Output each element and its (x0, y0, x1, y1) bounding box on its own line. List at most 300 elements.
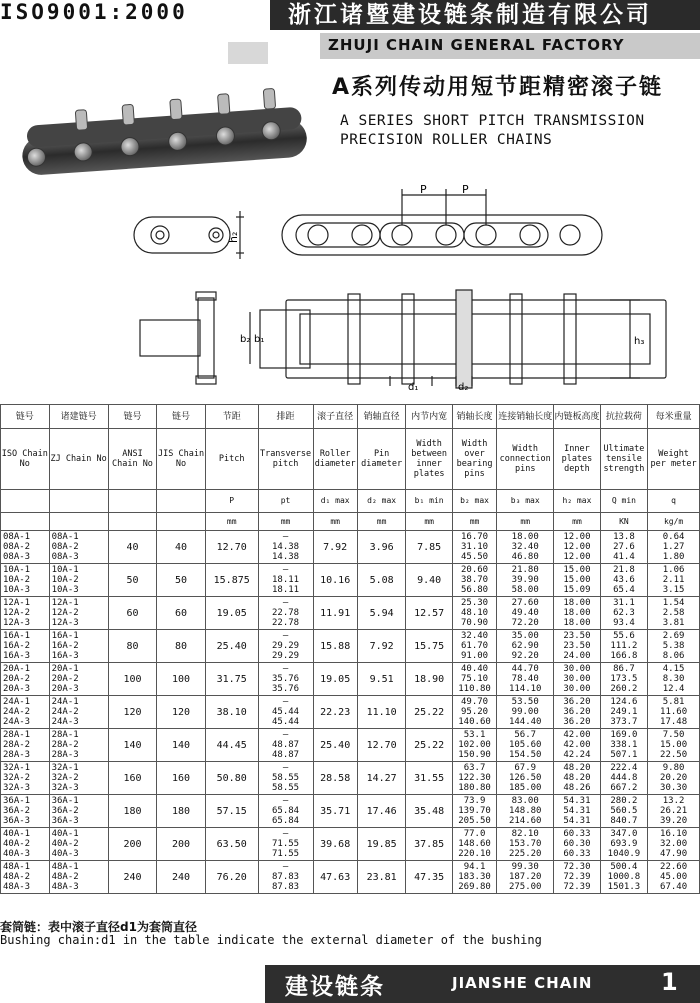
cell-line: 12A-3 (51, 618, 79, 628)
table-row (1, 597, 700, 630)
iso-certification: ISO9001:2000 (0, 0, 188, 24)
cell-line: 63.7 (463, 763, 486, 773)
header-symbol-cell: d₂ max (357, 490, 406, 513)
table-cell-d1: 11.91 (313, 597, 357, 630)
header-unit-cell: KN (600, 513, 648, 531)
header-en-cell: Pin diameter (357, 429, 406, 490)
table-row (1, 564, 700, 597)
table-cell-b1: 47.35 (406, 861, 452, 894)
table-cell-pt (258, 861, 313, 894)
table-cell-ansi: 100 (108, 663, 157, 696)
cell-line: 0.64 (662, 532, 685, 542)
cell-line: 18.00 (563, 608, 591, 618)
cell-line: 47.90 (660, 849, 688, 859)
cell-line: 40A-3 (3, 849, 31, 859)
cell-line: 20A-3 (3, 684, 31, 694)
cell-line: 18.00 (511, 532, 539, 542)
cell-line: 1000.8 (607, 872, 641, 882)
table-cell-zj (49, 696, 108, 729)
cell-line: – (282, 796, 289, 806)
cell-line: 150.90 (458, 750, 491, 760)
table-cell-d1: 15.88 (313, 630, 357, 663)
cell-line: 20A-2 (3, 674, 31, 684)
cell-line: 187.20 (508, 872, 542, 882)
cell-line: 39.90 (511, 575, 539, 585)
table-cell-d1: 22.23 (313, 696, 357, 729)
header-en-cell: ZJ Chain No (49, 429, 108, 490)
cell-line: 12A-1 (3, 598, 31, 608)
cell-line: – (282, 631, 289, 641)
table-row (1, 696, 700, 729)
table-cell-q (600, 663, 648, 696)
table-cell-d2: 14.27 (357, 762, 406, 795)
cell-line: 13.2 (662, 796, 685, 806)
table-cell-b3 (497, 564, 554, 597)
cell-line: 5.81 (662, 697, 685, 707)
table-cell-zj (49, 729, 108, 762)
header-symbol-cell: q (648, 490, 700, 513)
cell-line: 48.87 (272, 740, 300, 750)
cell-line: 08A-1 (51, 532, 79, 542)
table-cell-pt (258, 630, 313, 663)
table-cell-pitch: 76.20 (205, 861, 258, 894)
header-cn-cell: 节距 (205, 405, 258, 429)
table-cell-w (648, 597, 700, 630)
table-cell-iso (1, 696, 50, 729)
cell-line: 36A-2 (3, 806, 31, 816)
cell-line: – (282, 664, 289, 674)
table-cell-d2: 5.94 (357, 597, 406, 630)
table-cell-iso (1, 597, 50, 630)
cell-line: 12A-2 (51, 608, 79, 618)
table-cell-zj (49, 762, 108, 795)
table-cell-iso (1, 762, 50, 795)
cell-line: 31.10 (460, 542, 489, 552)
cell-line: 10A-2 (3, 575, 31, 585)
cell-line: 373.7 (610, 717, 638, 727)
cell-line: 16A-2 (51, 641, 79, 651)
cell-line: 154.50 (508, 750, 542, 760)
cell-line: 12A-3 (3, 618, 31, 628)
cell-line: 49.40 (511, 608, 539, 618)
table-cell-q (600, 630, 648, 663)
cell-line: 22.50 (660, 750, 688, 760)
table-cell-w (648, 729, 700, 762)
cell-line: 48.26 (563, 783, 591, 793)
cell-line: 16A-1 (3, 631, 31, 641)
cell-line: 08A-3 (3, 552, 31, 562)
table-cell-q (600, 597, 648, 630)
table-cell-iso (1, 630, 50, 663)
company-name-en: ZHUJI CHAIN GENERAL FACTORY (328, 36, 625, 54)
table-cell-jis: 40 (157, 531, 206, 564)
cell-line: 67.9 (514, 763, 537, 773)
table-cell-pitch: 19.05 (205, 597, 258, 630)
table-cell-h2 (554, 729, 600, 762)
header-cn-cell: 连接销轴长度 (497, 405, 554, 429)
cell-line: 26.21 (660, 806, 688, 816)
table-cell-b2 (452, 861, 496, 894)
table-cell-b2 (452, 531, 496, 564)
cell-line: 18.11 (272, 575, 300, 585)
cell-line: 126.50 (508, 773, 542, 783)
table-row (1, 828, 700, 861)
series-title-en (340, 112, 645, 150)
cell-line: 180.80 (458, 783, 491, 793)
cell-line: 40A-3 (51, 849, 79, 859)
table-cell-q (600, 729, 648, 762)
table-cell-zj (49, 630, 108, 663)
table-cell-d1: 28.58 (313, 762, 357, 795)
cell-line: 45.44 (272, 707, 300, 717)
table-cell-iso (1, 663, 50, 696)
cell-line: – (282, 730, 289, 740)
table-cell-pitch: 50.80 (205, 762, 258, 795)
cell-line: 102.00 (458, 740, 491, 750)
cell-line: 83.00 (511, 796, 539, 806)
table-cell-jis: 180 (157, 795, 206, 828)
table-cell-ansi: 180 (108, 795, 157, 828)
cell-line: 53.50 (511, 697, 539, 707)
table-cell-b3 (497, 630, 554, 663)
cell-line: 507.1 (610, 750, 638, 760)
cell-line: 11.60 (660, 707, 688, 717)
footer-brand-cn: 建设链条 (285, 974, 385, 1000)
header-symbol-cell: d₁ max (313, 490, 357, 513)
cell-line: 4.15 (662, 664, 685, 674)
cell-line: 67.40 (660, 882, 688, 892)
cell-line: 60.33 (563, 829, 591, 839)
cell-line: 12A-1 (51, 598, 79, 608)
table-row (1, 531, 700, 564)
table-cell-pitch: 25.40 (205, 630, 258, 663)
cell-line: 12A-2 (3, 608, 31, 618)
series-title-cn: A系列传动用短节距精密滚子链 (332, 75, 664, 100)
cell-line: 32A-1 (51, 763, 79, 773)
label-d2: d₂ (458, 382, 469, 393)
decorative-grey-block (228, 42, 268, 64)
label-p-2: P (462, 183, 469, 196)
header-row-en (1, 429, 700, 490)
table-cell-ansi: 240 (108, 861, 157, 894)
label-h2: h₂ (227, 231, 240, 243)
cell-line: 2.58 (662, 608, 685, 618)
table-cell-b2 (452, 795, 496, 828)
cell-line: 48A-3 (51, 882, 79, 892)
table-cell-d1: 47.63 (313, 861, 357, 894)
table-cell-ansi: 140 (108, 729, 157, 762)
cell-line: 65.4 (613, 585, 635, 595)
table-cell-pt (258, 564, 313, 597)
cell-line: 173.5 (610, 674, 638, 684)
table-cell-pt (258, 597, 313, 630)
cell-line: 225.20 (508, 849, 542, 859)
cell-line: 87.83 (272, 882, 300, 892)
table-cell-zj (49, 531, 108, 564)
cell-line: 30.00 (563, 664, 591, 674)
cell-line: 72.39 (563, 882, 591, 892)
table-cell-h2 (554, 531, 600, 564)
table-cell-ansi: 120 (108, 696, 157, 729)
header-en-cell: Transverse pitch (258, 429, 313, 490)
table-cell-d2: 17.46 (357, 795, 406, 828)
cell-line: 48A-3 (3, 882, 31, 892)
header-unit-cell: mm (313, 513, 357, 531)
cell-line: 91.00 (460, 651, 489, 661)
cell-line: 28A-3 (3, 750, 31, 760)
header-cn-cell: 链号 (108, 405, 157, 429)
table-cell-h2 (554, 597, 600, 630)
table-cell-w (648, 696, 700, 729)
cell-line: 54.31 (563, 806, 591, 816)
cell-line: 08A-1 (3, 532, 31, 542)
header-unit-cell (157, 513, 206, 531)
cell-line: 73.9 (463, 796, 486, 806)
table-row (1, 663, 700, 696)
cell-line: 249.1 (610, 707, 638, 717)
cell-line: 10A-3 (51, 585, 79, 595)
cell-line: 667.2 (610, 783, 638, 793)
cell-line: 23.50 (563, 641, 591, 651)
table-cell-pt (258, 828, 313, 861)
cell-line: 20A-2 (51, 674, 79, 684)
table-cell-b2 (452, 696, 496, 729)
cell-line: 25.30 (460, 598, 489, 608)
cell-line: 30.30 (660, 783, 688, 793)
label-b2: b₂ (240, 334, 251, 345)
company-en-banner (320, 33, 700, 59)
cell-line: 18.11 (272, 585, 300, 595)
header-row-symbols (1, 490, 700, 513)
header-en-cell: Pitch (205, 429, 258, 490)
cell-line: 58.55 (272, 773, 300, 783)
table-cell-q (600, 861, 648, 894)
label-d1: d₁ (408, 382, 419, 393)
table-cell-b2 (452, 663, 496, 696)
cell-line: 54.31 (563, 816, 591, 826)
cell-line: 56.80 (460, 585, 489, 595)
cell-line: 2.11 (662, 575, 685, 585)
header-en-cell: Width over bearing pins (452, 429, 496, 490)
table-row (1, 630, 700, 663)
cell-line: 38.70 (460, 575, 489, 585)
table-cell-d1: 35.71 (313, 795, 357, 828)
cell-line: 32.40 (511, 542, 539, 552)
cell-line: 14.38 (272, 542, 300, 552)
cell-line: 3.81 (662, 618, 685, 628)
cell-line: 44.70 (511, 664, 539, 674)
table-cell-b2 (452, 762, 496, 795)
header-symbol-cell (49, 490, 108, 513)
table-cell-pitch: 57.15 (205, 795, 258, 828)
table-cell-w (648, 663, 700, 696)
cell-line: 36.20 (563, 697, 591, 707)
cell-line: 20A-1 (3, 664, 31, 674)
cell-line: 08A-2 (51, 542, 79, 552)
cell-line: 36.20 (563, 707, 591, 717)
header-cn-cell: 排距 (258, 405, 313, 429)
cell-line: 24A-2 (3, 707, 31, 717)
cell-line: 56.7 (514, 730, 537, 740)
cell-line: 48.20 (563, 763, 591, 773)
header-en-cell: Weight per meter (648, 429, 700, 490)
header-symbol-cell: b₁ min (406, 490, 452, 513)
header-unit-cell: mm (258, 513, 313, 531)
table-cell-b3 (497, 663, 554, 696)
cell-line: 14.38 (272, 552, 300, 562)
label-b1: b₁ (254, 334, 265, 345)
cell-line: 62.3 (613, 608, 635, 618)
cell-line: 20A-1 (51, 664, 79, 674)
table-cell-jis: 50 (157, 564, 206, 597)
cell-line: 22.78 (272, 608, 300, 618)
table-cell-d1: 10.16 (313, 564, 357, 597)
cell-line: 48A-1 (51, 862, 79, 872)
header-unit-cell (108, 513, 157, 531)
cell-line: 28A-2 (3, 740, 31, 750)
table-cell-h2 (554, 828, 600, 861)
header-en-cell: Inner plates depth (554, 429, 600, 490)
cell-line: 32.40 (460, 631, 489, 641)
cell-line: 87.83 (272, 872, 300, 882)
table-cell-b3 (497, 729, 554, 762)
cell-line: 30.00 (563, 674, 591, 684)
cell-line: 28A-1 (3, 730, 31, 740)
table-row (1, 861, 700, 894)
cell-line: 32A-2 (3, 773, 31, 783)
table-cell-b1: 37.85 (406, 828, 452, 861)
cell-line: 40.40 (460, 664, 489, 674)
table-cell-ansi: 40 (108, 531, 157, 564)
cell-line: 111.2 (610, 641, 638, 651)
cell-line: 40A-2 (51, 839, 79, 849)
chain-top-view-diagram (140, 290, 650, 393)
table-cell-q (600, 531, 648, 564)
table-cell-h2 (554, 762, 600, 795)
cell-line: 1.80 (662, 552, 685, 562)
cell-line: – (282, 829, 289, 839)
table-cell-h2 (554, 795, 600, 828)
header-unit-cell: mm (205, 513, 258, 531)
table-cell-jis: 60 (157, 597, 206, 630)
cell-line: 55.6 (613, 631, 635, 641)
table-cell-b1: 12.57 (406, 597, 452, 630)
cell-line: 58.00 (511, 585, 539, 595)
cell-line: 32A-3 (51, 783, 79, 793)
table-cell-w (648, 795, 700, 828)
cell-line: 7.50 (662, 730, 685, 740)
cell-line: 45.50 (460, 552, 489, 562)
cell-line: 12.00 (563, 552, 591, 562)
header-unit-cell (49, 513, 108, 531)
table-cell-zj (49, 795, 108, 828)
cell-line: 40A-1 (3, 829, 31, 839)
cell-line: 8.30 (662, 674, 685, 684)
cell-line: 3.15 (662, 585, 685, 595)
cell-line: 10A-3 (3, 585, 31, 595)
header-en-cell: Roller diameter (313, 429, 357, 490)
company-banner (270, 0, 700, 30)
header-unit-cell (1, 513, 50, 531)
cell-line: 42.00 (563, 730, 591, 740)
cell-line: 140.60 (458, 717, 491, 727)
cell-line: 16.70 (460, 532, 489, 542)
header-symbol-cell (1, 490, 50, 513)
cell-line: 12.4 (662, 684, 685, 694)
cell-line: 71.55 (272, 839, 300, 849)
table-cell-d2: 11.10 (357, 696, 406, 729)
label-p-1: P (420, 183, 427, 196)
cell-line: 24A-1 (51, 697, 79, 707)
cell-line: 15.09 (563, 585, 591, 595)
cell-line: 35.76 (272, 684, 300, 694)
cell-line: 185.00 (508, 783, 542, 793)
header-en-cell: JIS Chain No (157, 429, 206, 490)
cell-line: 1040.9 (607, 849, 641, 859)
chain-spec-table (0, 404, 700, 894)
cell-line: 24.00 (563, 651, 591, 661)
cell-line: 183.30 (458, 872, 491, 882)
cell-line: 08A-2 (3, 542, 31, 552)
header-cn-cell: 每米重量 (648, 405, 700, 429)
cell-line: 45.44 (272, 717, 300, 727)
table-row (1, 729, 700, 762)
cell-line: 124.6 (610, 697, 638, 707)
cell-line: 20.20 (660, 773, 688, 783)
header-cn-cell: 抗拉载荷 (600, 405, 648, 429)
table-cell-b1: 35.48 (406, 795, 452, 828)
cell-line: 48.20 (563, 773, 591, 783)
table-row (1, 762, 700, 795)
table-cell-ansi: 80 (108, 630, 157, 663)
cell-line: – (282, 862, 289, 872)
cell-line: 60.30 (563, 839, 591, 849)
cell-line: 24A-3 (3, 717, 31, 727)
table-cell-h2 (554, 630, 600, 663)
table-cell-b2 (452, 597, 496, 630)
cell-line: 94.1 (463, 862, 486, 872)
cell-line: 42.24 (563, 750, 591, 760)
cell-line: 36A-3 (51, 816, 79, 826)
header-cn-cell: 链号 (1, 405, 50, 429)
header-cn-cell: 诸建链号 (49, 405, 108, 429)
header-row-units (1, 513, 700, 531)
header-symbol-cell (157, 490, 206, 513)
table-cell-ansi: 200 (108, 828, 157, 861)
cell-line: 114.10 (508, 684, 542, 694)
table-cell-b1: 25.22 (406, 729, 452, 762)
header-en-cell: Ultimate tensile strength (600, 429, 648, 490)
header-cn-cell: 销轴直径 (357, 405, 406, 429)
cell-line: 20.60 (460, 565, 489, 575)
cell-line: 62.90 (511, 641, 539, 651)
table-cell-zj (49, 861, 108, 894)
header-cn-cell: 内节内宽 (406, 405, 452, 429)
table-cell-b3 (497, 696, 554, 729)
cell-line: 347.0 (610, 829, 638, 839)
header-symbol-cell: b₃ max (497, 490, 554, 513)
table-cell-h2 (554, 696, 600, 729)
cell-line: 10A-2 (51, 575, 79, 585)
page-number: 1 (661, 968, 678, 996)
cell-line: 12.00 (563, 542, 591, 552)
table-cell-jis: 200 (157, 828, 206, 861)
cell-line: 32A-3 (3, 783, 31, 793)
header-cn-cell: 内链板高度 (554, 405, 600, 429)
cell-line: 148.60 (458, 839, 491, 849)
cell-line: 205.50 (458, 816, 491, 826)
table-cell-zj (49, 564, 108, 597)
